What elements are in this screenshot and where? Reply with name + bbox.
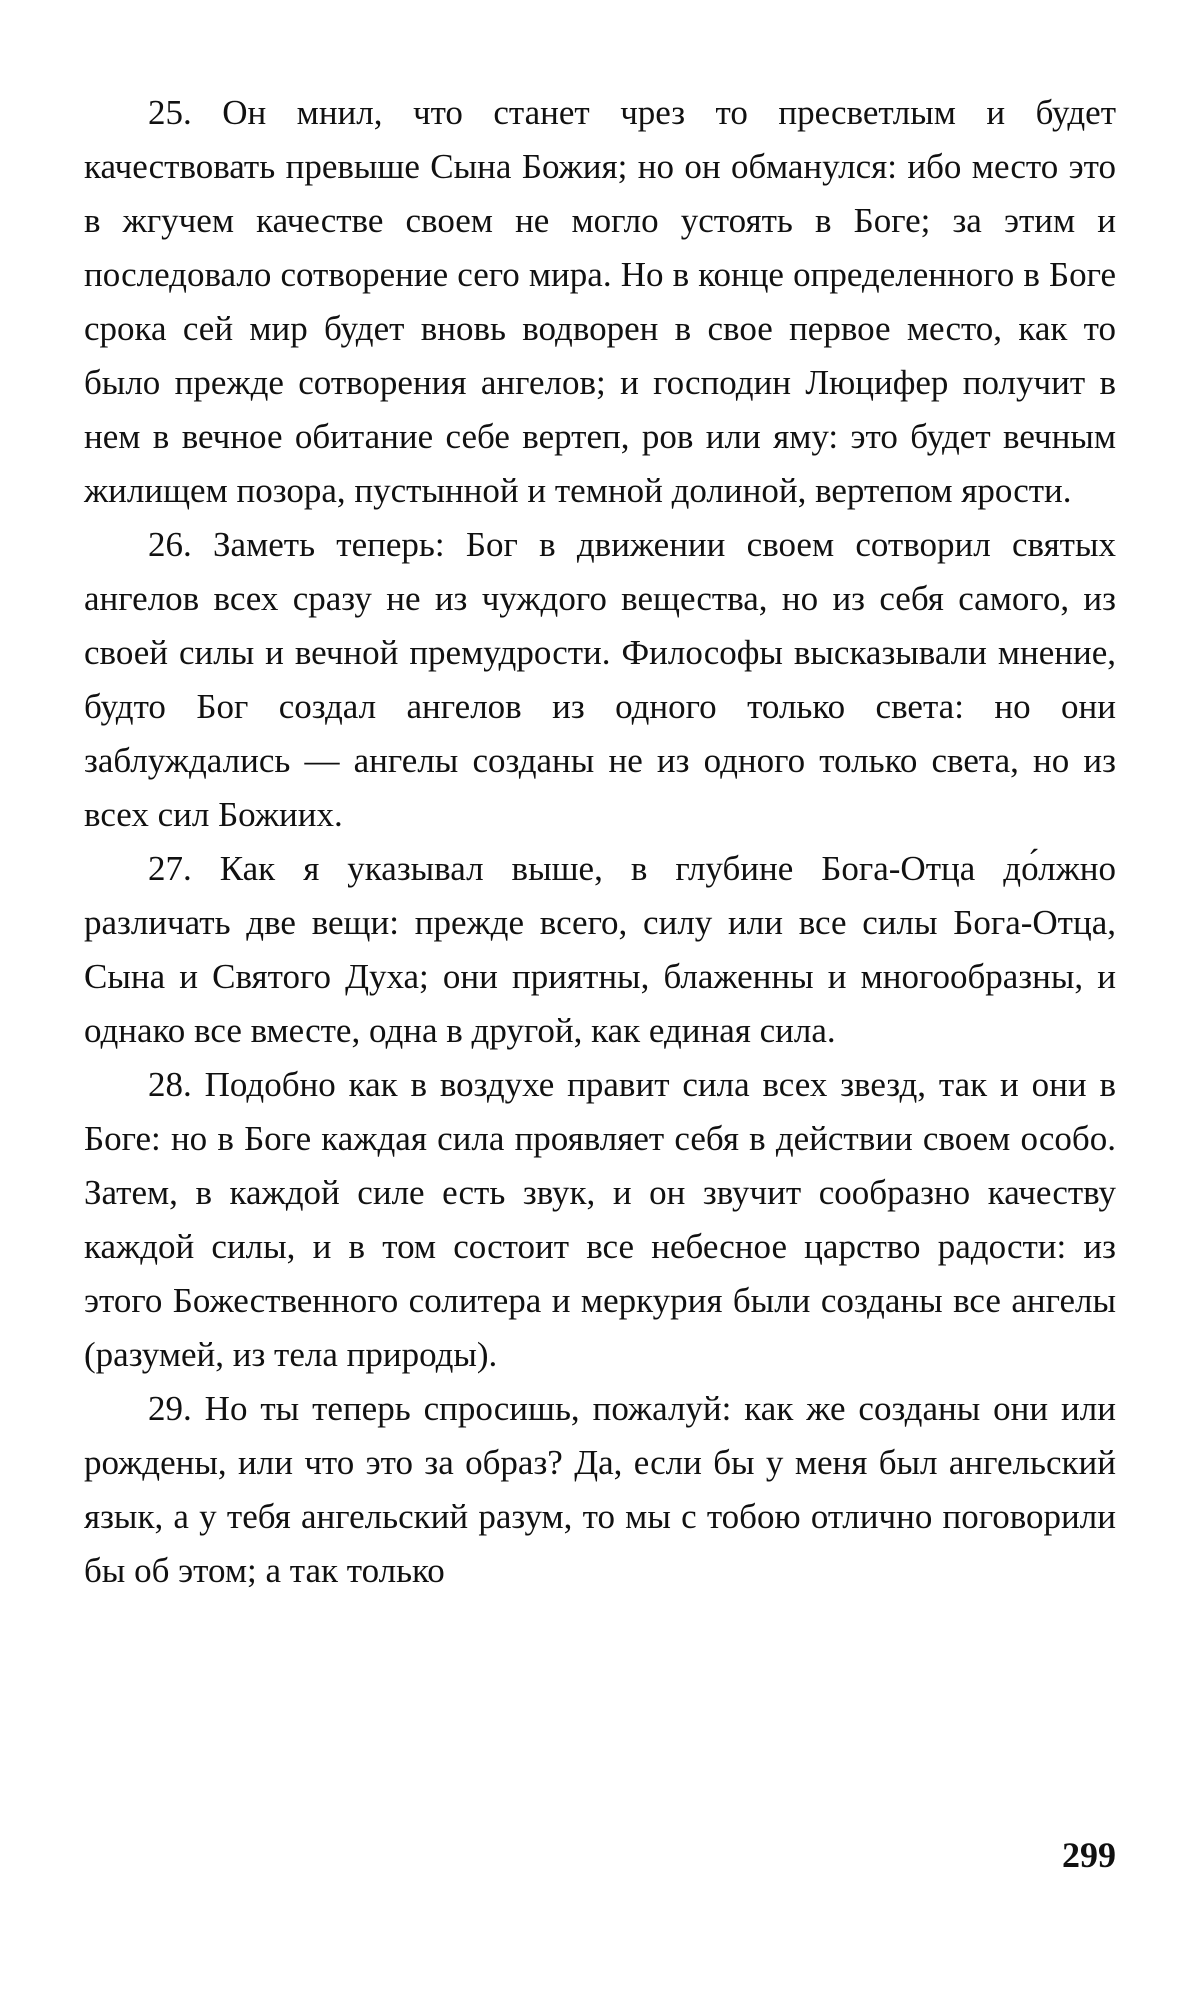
paragraph-28: 28. Подобно как в воздухе правит сила всех звезд, так и они в Боге: но в Боге каждая сила проявляет себя в действии своем особо. Затем, в каждой силе есть звук, и он звучит сообразно качеству каждой силы, и в том состоит все небесное царство радости: из этого Божественного солитера и меркурия были созданы все ангелы (разумей, из тела природы). bbox=[84, 1065, 1116, 1374]
page-body bbox=[84, 86, 1116, 1598]
page-number: 299 bbox=[1062, 1835, 1116, 1875]
paragraph-27: 27. Как я указывал выше, в глубине Бога-Отца до́лжно различать две вещи: прежде всего, силу или все силы Бога-Отца, Сына и Святого Духа; они приятны, блаженны и многообразны, и однако все вместе, одна в другой, как единая сила. bbox=[84, 849, 1116, 1050]
paragraph-25: 25. Он мнил, что станет чрез то пресветлым и будет качествовать превыше Сына Божия; но он обманулся: ибо место это в жгучем качестве своем не могло устоять в Боге; за этим и последовало сотворение сего мира. Но в конце определенного в Боге срока сей мир будет вновь водворен в свое первое место, как то было прежде сотворения ангелов; и господин Люцифер получит в нем в вечное обитание себе вертеп, ров или яму: это будет вечным жилищем позора, пустынной и темной долиной, вертепом ярости. bbox=[84, 93, 1116, 510]
paragraph-26: 26. Заметь теперь: Бог в движении своем сотворил святых ангелов всех сразу не из чуждого вещества, но из себя самого, из своей силы и вечной премудрости. Философы высказывали мнение, будто Бог создал ангелов из одного только света: но они заблуждались — ангелы созданы не из одного только света, но из всех сил Божиих. bbox=[84, 525, 1116, 834]
paragraph-29: 29. Но ты теперь спросишь, пожалуй: как же созданы они или рождены, или что это за образ? Да, если бы у меня был ангельский язык, а у тебя ангельский разум, то мы с тобою отлично поговорили бы об этом; а так только bbox=[84, 1389, 1116, 1590]
